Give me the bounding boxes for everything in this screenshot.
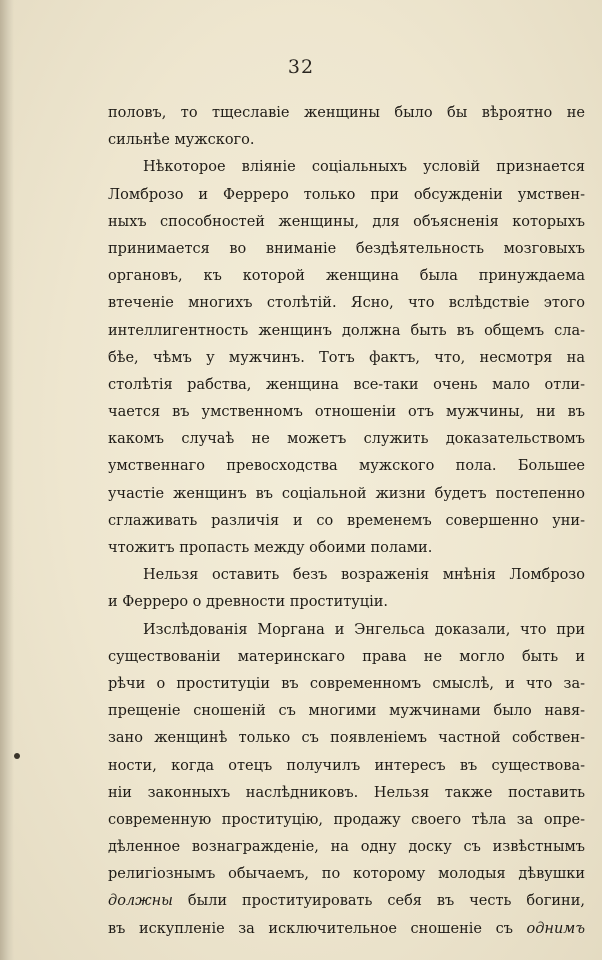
text-line: Изслѣдованія Моргана и Энгельса доказали, что при xyxy=(143,621,585,638)
text-line: какомъ случаѣ не можетъ служить доказательствомъ xyxy=(108,431,585,448)
text-line: зано женщинѣ только съ появленіемъ частной собствен- xyxy=(108,730,585,747)
text-line: интеллигентность женщинъ должна быть въ общемъ сла- xyxy=(108,322,585,339)
text-line: религіознымъ обычаемъ, по которому молодыя дѣвушки xyxy=(108,866,585,883)
text-line: существованіи материнскаго права не могло быть и xyxy=(108,648,585,665)
paragraph-3 xyxy=(108,562,585,616)
text-line: столѣтія рабства, женщина все-таки очень мало отли- xyxy=(108,376,585,393)
text-line: ныхъ способностей женщины, для объясненія которыхъ xyxy=(108,213,585,230)
text-line: половъ, то тщеславіе женщины было бы вѣроятно не xyxy=(108,105,585,121)
text-line: принимается во вниманіе бездѣятельность мозговыхъ xyxy=(108,240,585,257)
emphasis-text: однимъ xyxy=(526,920,585,937)
text-line: участіе женщинъ въ соціальной жизни будетъ постепенно xyxy=(108,485,585,502)
text-line: чтожитъ пропасть между обоими полами. xyxy=(108,540,433,556)
text-line: чается въ умственномъ отношеніи отъ мужчины, ни въ xyxy=(108,404,585,421)
text-line xyxy=(108,916,585,943)
text-line: Нѣкоторое вліяніе соціальныхъ условій признается xyxy=(143,159,585,176)
text-line: ности, когда отецъ получилъ интересъ въ существова- xyxy=(108,757,585,774)
text-line: бѣе, чѣмъ у мужчинъ. Тотъ фактъ, что, несмотря на xyxy=(108,349,585,366)
page-binding-edge xyxy=(0,0,14,960)
paragraph-2 xyxy=(108,154,585,562)
text-run: въ искупленіе за исключительное сношеніе съ xyxy=(108,920,527,937)
text-line: прещеніе сношеній съ многими мужчинами было навя- xyxy=(108,703,585,720)
emphasis-text: должны xyxy=(108,893,173,910)
text-run: были проституировать себя въ честь богини, xyxy=(173,893,585,910)
text-line: рѣчи о проституціи въ современномъ смыслѣ, и что за- xyxy=(108,675,585,692)
text-line: сильнѣе мужского. xyxy=(108,132,255,149)
margin-ink-spot xyxy=(14,753,20,759)
text-line: втеченіе многихъ столѣтій. Ясно, что вслѣдствіе этого xyxy=(108,295,585,312)
body-text xyxy=(108,100,585,943)
text-line: дѣленное вознагражденіе, на одну доску съ извѣстнымъ xyxy=(108,839,585,856)
page-number: 32 xyxy=(287,56,315,78)
text-line: органовъ, къ которой женщина была принуждаема xyxy=(108,268,585,285)
paragraph-1 xyxy=(108,100,585,154)
paragraph-4 xyxy=(108,617,585,943)
text-line: современную проституцію, продажу своего тѣла за опре- xyxy=(108,811,585,828)
text-line: умственнаго превосходства мужского пола. Большее xyxy=(108,458,585,475)
text-line: Нельзя оставить безъ возраженія мнѣнія Ломброзо xyxy=(143,567,585,584)
text-line: и Ферреро о древности проституціи. xyxy=(108,594,389,611)
text-line: ніи законныхъ наслѣдниковъ. Нельзя также поставить xyxy=(108,784,585,801)
text-line xyxy=(108,888,585,915)
text-line: Ломброзо и Ферреро только при обсужденіи умствен- xyxy=(108,186,585,203)
text-line: сглаживать различія и со временемъ совершенно уни- xyxy=(108,512,585,529)
